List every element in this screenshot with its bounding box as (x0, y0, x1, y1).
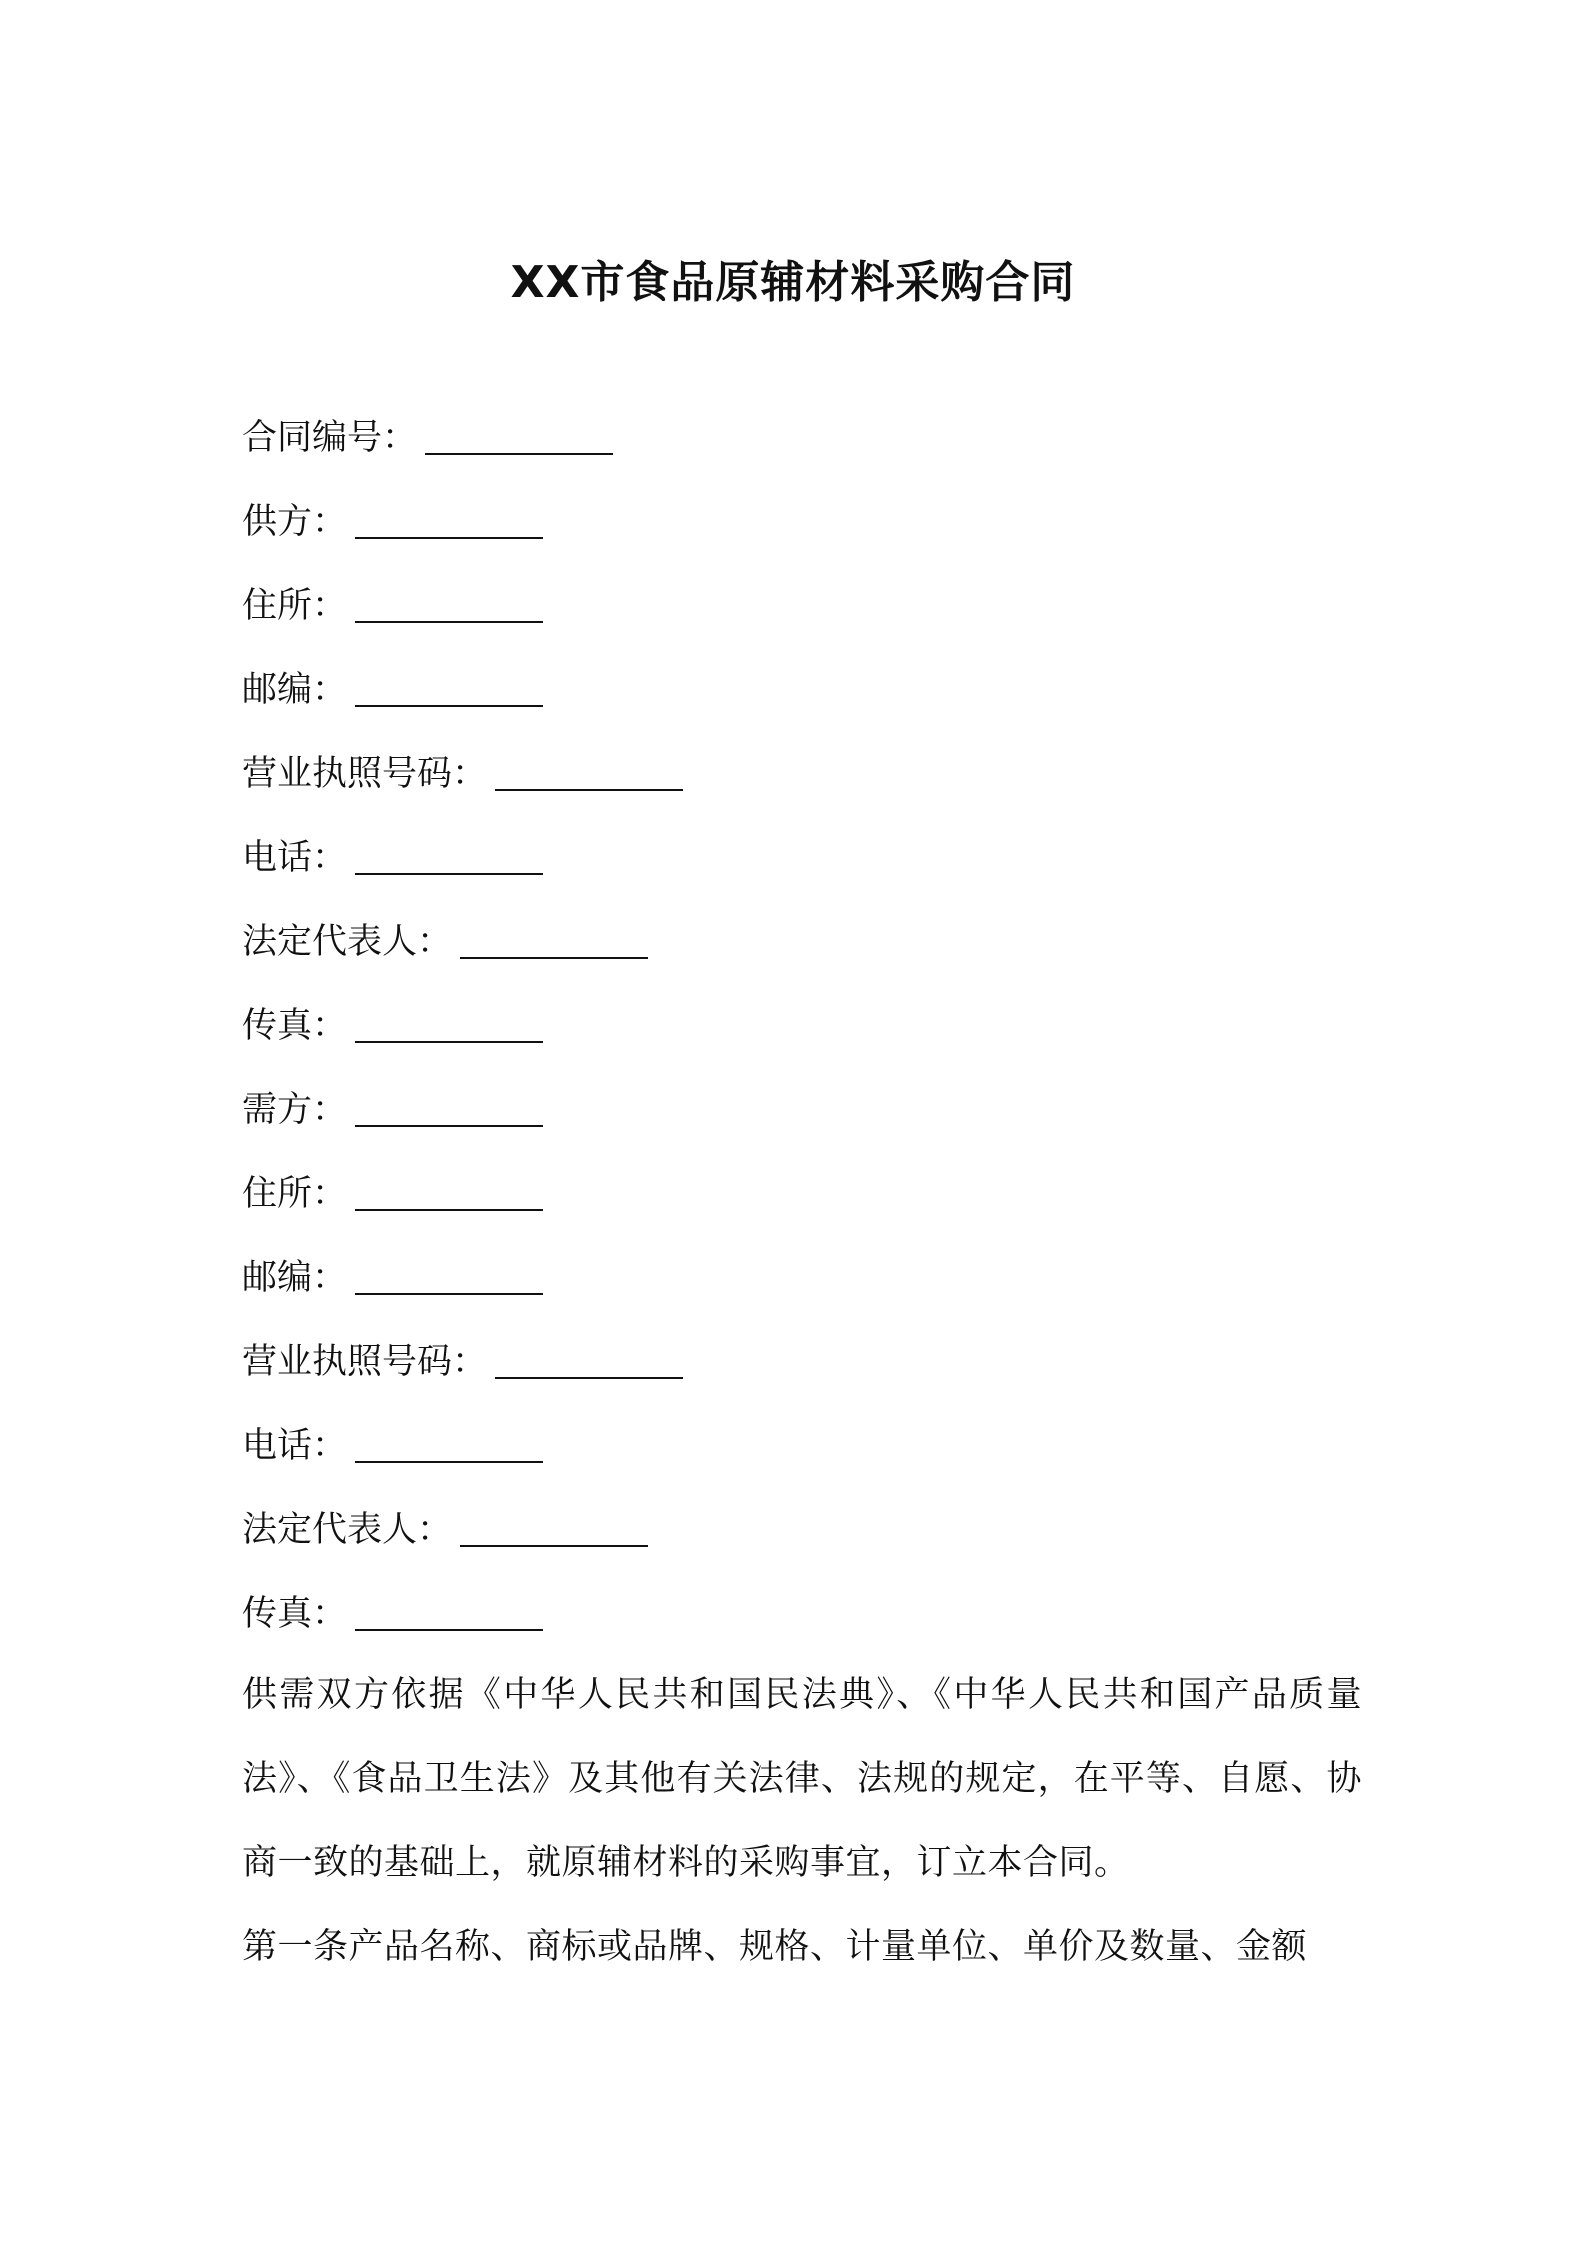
field-supplier (242, 492, 683, 576)
field-label: 住所： (242, 1174, 348, 1214)
field-supplier-fax (242, 996, 683, 1080)
field-label: 供方： (242, 502, 348, 542)
blank-line (355, 1253, 543, 1295)
field-contract-number (242, 408, 683, 492)
blank-line (355, 833, 543, 875)
blank-line (425, 413, 613, 455)
field-label: 住所： (242, 586, 348, 626)
blank-line (355, 1001, 543, 1043)
field-label: 邮编： (242, 1258, 348, 1298)
field-buyer (242, 1080, 683, 1164)
field-label: 法定代表人： (242, 922, 453, 962)
field-label: 邮编： (242, 670, 348, 710)
blank-line (355, 1421, 543, 1463)
blank-line (355, 581, 543, 623)
blank-line (460, 1505, 648, 1547)
blank-line (495, 749, 683, 791)
field-label: 传真： (242, 1594, 348, 1634)
contract-body (242, 1653, 1362, 1989)
field-label: 合同编号： (242, 418, 418, 458)
party-info-fields (242, 408, 683, 1668)
field-label: 电话： (242, 1426, 348, 1466)
field-label: 传真： (242, 1006, 348, 1046)
field-label: 需方： (242, 1090, 348, 1130)
field-buyer-license (242, 1332, 683, 1416)
field-label: 营业执照号码： (242, 754, 488, 794)
document-title: XX市食品原辅材料采购合同 (510, 257, 1076, 309)
field-supplier-address (242, 576, 683, 660)
preamble-paragraph: 供需双方依据《中华人民共和国民法典》、《中华人民共和国产品质量法》、《食品卫生法》及其他有关法律、法规的规定，在平等、自愿、协商一致的基础上，就原辅材料的采购事宜，订立本合同。 (242, 1675, 1362, 1883)
field-supplier-phone (242, 828, 683, 912)
blank-line (355, 1169, 543, 1211)
blank-line (355, 665, 543, 707)
field-buyer-address (242, 1164, 683, 1248)
blank-line (460, 917, 648, 959)
field-buyer-postcode (242, 1248, 683, 1332)
blank-line (355, 1085, 543, 1127)
field-label: 法定代表人： (242, 1510, 453, 1550)
blank-line (495, 1337, 683, 1379)
field-supplier-legal-rep (242, 912, 683, 996)
blank-line (355, 497, 543, 539)
field-buyer-legal-rep (242, 1500, 683, 1584)
field-supplier-license (242, 744, 683, 828)
field-supplier-postcode (242, 660, 683, 744)
blank-line (355, 1589, 543, 1631)
field-label: 电话： (242, 838, 348, 878)
article-1-heading: 第一条产品名称、商标或品牌、规格、计量单位、单价及数量、金额 (242, 1927, 1308, 1967)
field-label: 营业执照号码： (242, 1342, 488, 1382)
field-buyer-phone (242, 1416, 683, 1500)
